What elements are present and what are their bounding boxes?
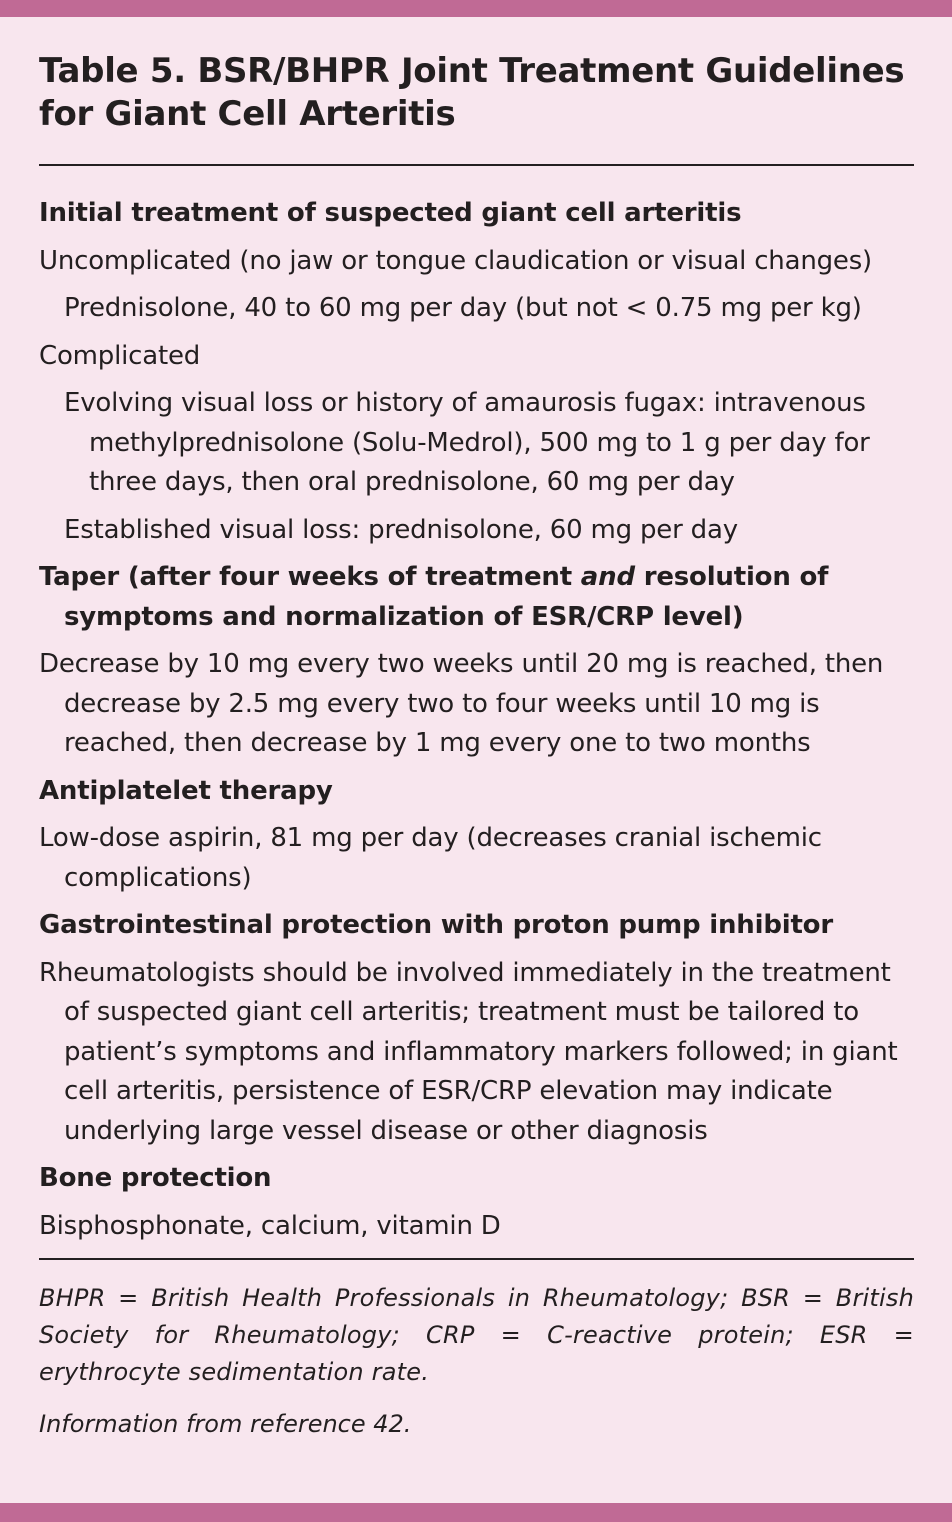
table-panel — [39, 50, 914, 1443]
table-title: Table 5. BSR/BHPR Joint Treatment Guidelines for Giant Cell Arteritis — [39, 51, 905, 134]
top-accent-bar — [0, 0, 952, 17]
footnote-divider — [39, 1258, 914, 1260]
section-heading-gi-protection: Gastrointestinal protection with proton pump inhibitor — [39, 910, 833, 940]
title-divider — [39, 164, 914, 166]
section-heading-bone-protection: Bone protection — [39, 1163, 272, 1193]
row-complicated: Complicated — [39, 340, 201, 371]
row-rheumatologist-note: Rheumatologists should be involved immediately in the treatment of suspected giant cell arteritis; treatment must be tailored to patient’s symptoms and inflammatory markers followed; in giant cell arteritis, persistence of ESR/CRP elevation may indicate underlying large vessel disease or other diagnosis — [39, 957, 898, 1146]
row-aspirin: Low-dose aspirin, 81 mg per day (decreases cranial ischemic complications) — [39, 823, 822, 893]
guidelines-body — [39, 194, 914, 1246]
section-heading-initial-treatment: Initial treatment of suspected giant cell arteritis — [39, 198, 742, 228]
row-evolving-visual-loss: Evolving visual loss or history of amaurosis fugax: intravenous methylprednisolone (Solu-Medrol), 500 mg to 1 g per day for three days, then oral prednisolone, 60 mg per day — [64, 388, 870, 497]
row-uncomplicated: Uncomplicated (no jaw or tongue claudication or visual changes) — [39, 245, 872, 276]
row-established-visual-loss: Established visual loss: prednisolone, 60 mg per day — [64, 514, 738, 545]
source-note: Information from reference 42. — [39, 1410, 412, 1438]
taper-heading-emphasis: and — [580, 562, 635, 592]
row-bone-protection: Bisphosphonate, calcium, vitamin D — [39, 1210, 501, 1241]
row-taper-schedule: Decrease by 10 mg every two weeks until 20 mg is reached, then decrease by 2.5 mg every two to four weeks until 10 mg is reached, then decrease by 1 mg every one to two months — [39, 649, 884, 758]
section-heading-antiplatelet: Antiplatelet therapy — [39, 775, 333, 806]
taper-heading-part-1: Taper (after four weeks of treatment — [39, 562, 581, 592]
bottom-accent-bar — [0, 1503, 952, 1522]
taper-heading-part-2: resolution of symptoms and normalization of ESR/CRP level) — [64, 562, 829, 632]
section-heading-taper — [39, 558, 914, 637]
abbreviation-footnote: BHPR = British Health Professionals in Rheumatology; BSR = British Society for Rheumatology; CRP = C-reactive protein; ESR = erythrocyte sedimentation rate. — [39, 1284, 914, 1386]
row-uncomplicated-dose: Prednisolone, 40 to 60 mg per day (but not < 0.75 mg per kg) — [64, 293, 862, 323]
